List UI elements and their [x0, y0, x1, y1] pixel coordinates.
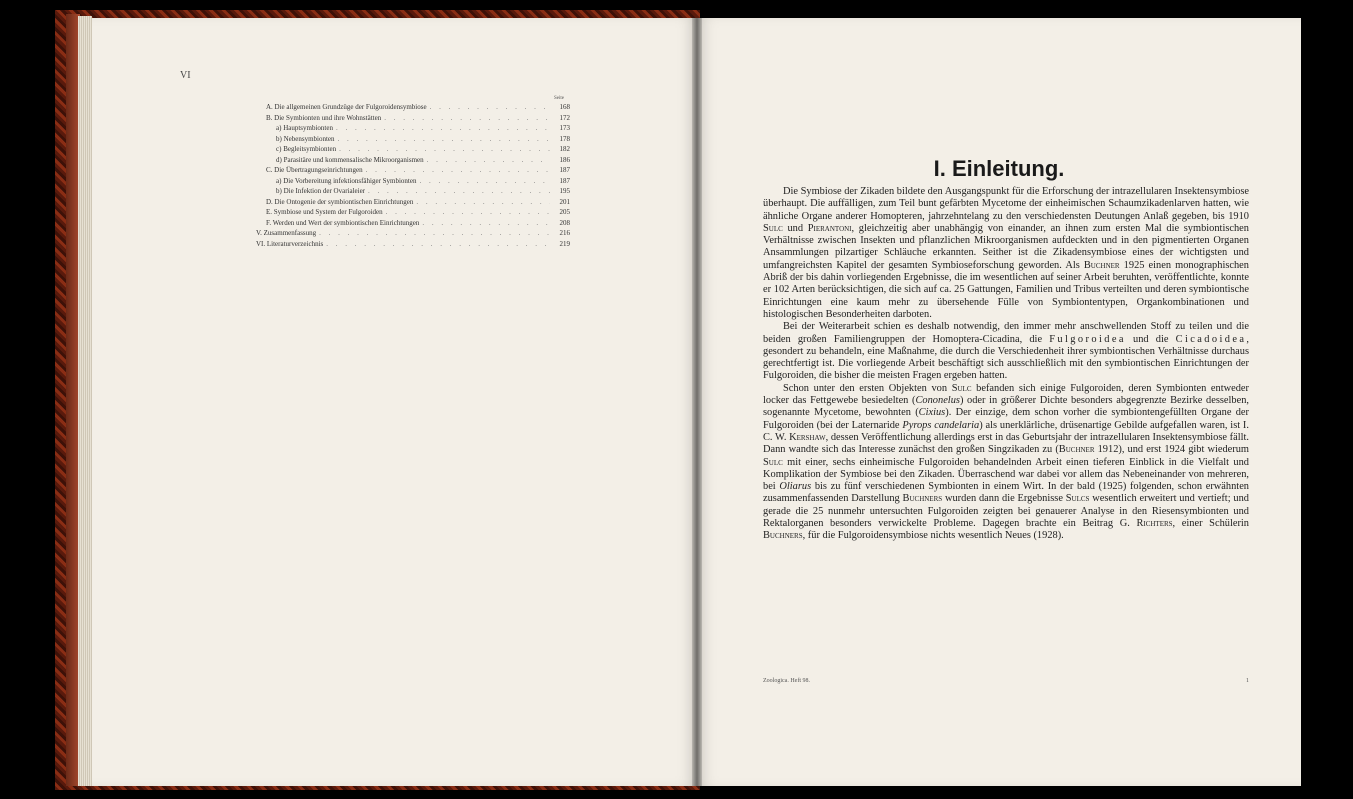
toc-entry — [256, 155, 570, 166]
toc-entry — [256, 102, 570, 113]
book-gutter — [692, 18, 702, 786]
toc-entry-page: 187 — [559, 176, 570, 185]
toc-leader-dots — [424, 155, 550, 166]
toc-entry — [256, 218, 570, 229]
toc-leader-dots — [383, 207, 550, 218]
toc-entry — [256, 207, 570, 218]
toc-entry-label: a) Hauptsymbionten — [276, 124, 333, 132]
toc-entry-label: V. Zusammenfassung — [256, 229, 317, 237]
toc-entry — [256, 144, 570, 155]
toc-entry — [256, 123, 570, 134]
toc-entry — [256, 165, 570, 176]
toc-leader-dots — [417, 176, 551, 187]
paragraph: Schon unter den ersten Objekten von Sulc befanden sich einige Fulgoroiden, deren Symbionten entweder locker das Fettgewebe besiedelten (Cononelus) oder in größerer Dichte besonders abgegrenzte Bezirke desselben, sogenannte Mycetome, bewohnten (Cixius). Der einzige, dem schon vorher die symbiontengefüllten Organe der Fulgoroiden (bei der Laternaride Pyrops candelaria) als unerklärliche, drüsenartige Gebilde aufgefallen waren, ist I. C. W. Kershaw, dessen Veröffentlichung allerdings erst in das Geburtsjahr der intrazellularen Insektensymbiose fällt. Dann wandte sich das Interesse zunächst den großen Singzikaden zu (Buchner 1912), und erst 1924 gibt wiederum Sulc mit einer, sechs einheimische Fulgoroiden behandelnden Arbeit einen tieferen Einblick in die Vielfalt und Komplikation der Symbiose bei den Zikaden. Überraschend war dabei vor allem das Nebeneinander von mehreren, bei Oliarus bis zu fünf verschiedenen Symbionten in einem Wirt. In der bald (1925) folgenden, schon erwähnten zusammenfassenden Darstellung Buchners wurden dann die Ergebnisse Sulcs wesentlich erweitert und vertieft; und gerade die 25 nunmehr untersuchten Fulgoroiden zeigten bei genauerer Analyse in den Riesensymbionten und Rektalorganen besonders verwickelte Probleme. Dagegen brachte ein Beitrag G. Richters, einer Schülerin Buchners, für die Fulgoroidensymbiose nichts wesentlich Neues (1928). — [763, 382, 1250, 542]
toc-entry — [256, 186, 570, 197]
toc-entry-page: 168 — [559, 103, 570, 111]
toc-entry-page: 208 — [559, 218, 570, 227]
toc-entry-page: 187 — [559, 166, 570, 174]
toc-entry-label: D. Die Ontogenie der symbiontischen Einrichtungen — [266, 197, 414, 206]
toc-leader-dots — [336, 144, 550, 155]
toc-entry-label: d) Parasitäre und kommensalische Mikroorganismen — [276, 155, 424, 164]
toc-entry — [256, 134, 570, 145]
toc-entry-label: C. Die Übertragungseinrichtungen — [266, 166, 363, 174]
toc-entry-label: A. Die allgemeinen Grundzüge der Fulgoroidensymbiose — [266, 103, 427, 111]
toc-leader-dots — [316, 228, 550, 239]
toc-entry-label: b) Die Infektion der Ovarialeier — [276, 187, 366, 195]
toc-entry — [256, 228, 570, 239]
footer-page-number: 1 — [1246, 678, 1249, 684]
toc-entry-page: 216 — [559, 229, 570, 237]
toc-entry — [256, 176, 570, 187]
toc-leader-dots — [365, 186, 550, 197]
toc-entry-page: 173 — [559, 124, 570, 132]
toc-entry-label: a) Die Vorbereitung infektionsfähiger Symbionten — [276, 176, 417, 185]
toc-entry-page: 195 — [559, 187, 570, 195]
paragraph: Die Symbiose der Zikaden bildete den Ausgangspunkt für die Erforschung der intrazellularen Insektensymbiose überhaupt. Die auffälligen, zum Teil bunt gefärbten Mycetome der einheimischen Schaumzikadenlarven hatten, wie ähnliche Organe anderer Homopteren, jahrzehntelang zu den verschiedensten Deutungen Anlaß gegeben, bis 1910 Sulc und Pierantoni, gleichzeitig aber unabhängig von einander, an ihnen zum ersten Mal die symbiontischen Verhältnisse zwischen Insekten und pflanzlichen Mikroorganismen aufdeckten und in den pigmentierten Organen Ansammlungen pilzartiger Schläuche erkannten. Seither ist die Zikadensymbiose eines der wichtigsten und umfangreichsten Kapitel der gesamten Symbioseforschung geworden. Als Buchner 1925 einen monographischen Abriß der bis dahin vorliegenden Ergebnisse, die im wesentlichen auf seiner Arbeit beruhten, veröffentlichte, konnte er 102 Arten berücksichtigen, die sich auf ca. 25 Gattungen, Familien und Tribus verteilten und deren symbiontische Einrichtungen eine kaum mehr zu übersehende Fülle von Symbiontentypen, Organkombinationen und histologischen Besonderheiten darboten. — [763, 186, 1249, 320]
seite-label: Seite — [554, 96, 564, 101]
toc-entry-page: 201 — [559, 197, 570, 206]
footer-journal: Zoologica. Heft 98. — [763, 678, 810, 684]
toc-entry-page: 172 — [559, 113, 570, 122]
toc-leader-dots — [333, 123, 550, 134]
toc-entry-page: 182 — [559, 145, 570, 153]
left-page — [92, 18, 697, 786]
toc-entry — [256, 113, 570, 124]
toc-leader-dots — [419, 218, 550, 229]
toc-entry — [256, 197, 570, 208]
toc-entry-label: B. Die Symbionten und ihre Wohnstätten — [266, 113, 382, 122]
page-stack — [78, 16, 92, 786]
paragraph: Bei der Weiterarbeit schien es deshalb notwendig, den immer mehr anschwellenden Stoff zu teilen und die beiden großen Familiengruppen der Homoptera-Cicadina, die Fulgoroidea und die Cicadoidea, gesondert zu behandeln, eine Maßnahme, die durch die Verschiedenheit ihrer symbiontischen Verhältnisse durchaus gerechtfertigt ist. Die vorliegende Arbeit beschäftigt sich ausschließlich mit den symbiontischen Einrichtungen der Fulgoroiden, die bisher die meisten Fragen ergeben hatten. — [763, 321, 1249, 382]
toc-leader-dots — [335, 134, 550, 145]
toc-entry-label: b) Nebensymbionten — [276, 134, 335, 143]
toc-entry-page: 219 — [559, 239, 570, 248]
page-number: VI — [180, 70, 191, 81]
toc-leader-dots — [413, 197, 550, 208]
toc-entry — [256, 239, 570, 250]
body-text — [763, 186, 1249, 543]
page-footer — [763, 678, 1249, 684]
toc-entry-page: 186 — [559, 155, 570, 164]
toc-leader-dots — [381, 113, 550, 124]
toc-entry-label: VI. Literaturverzeichnis — [256, 239, 324, 248]
toc-entry-label: c) Begleitsymbionten — [276, 145, 337, 153]
toc-entry-label: E. Symbiose und System der Fulgoroiden — [266, 208, 383, 216]
chapter-title: I. Einleitung. — [933, 156, 1065, 181]
toc-entry-page: 178 — [559, 134, 570, 143]
toc-leader-dots — [427, 102, 550, 113]
right-page — [697, 18, 1301, 786]
toc-entry-page: 205 — [559, 208, 570, 216]
table-of-contents — [256, 96, 570, 249]
toc-entry-label: F. Werden und Wert der symbiontischen Einrichtungen — [266, 218, 420, 227]
toc-leader-dots — [323, 239, 550, 250]
toc-leader-dots — [363, 165, 550, 176]
